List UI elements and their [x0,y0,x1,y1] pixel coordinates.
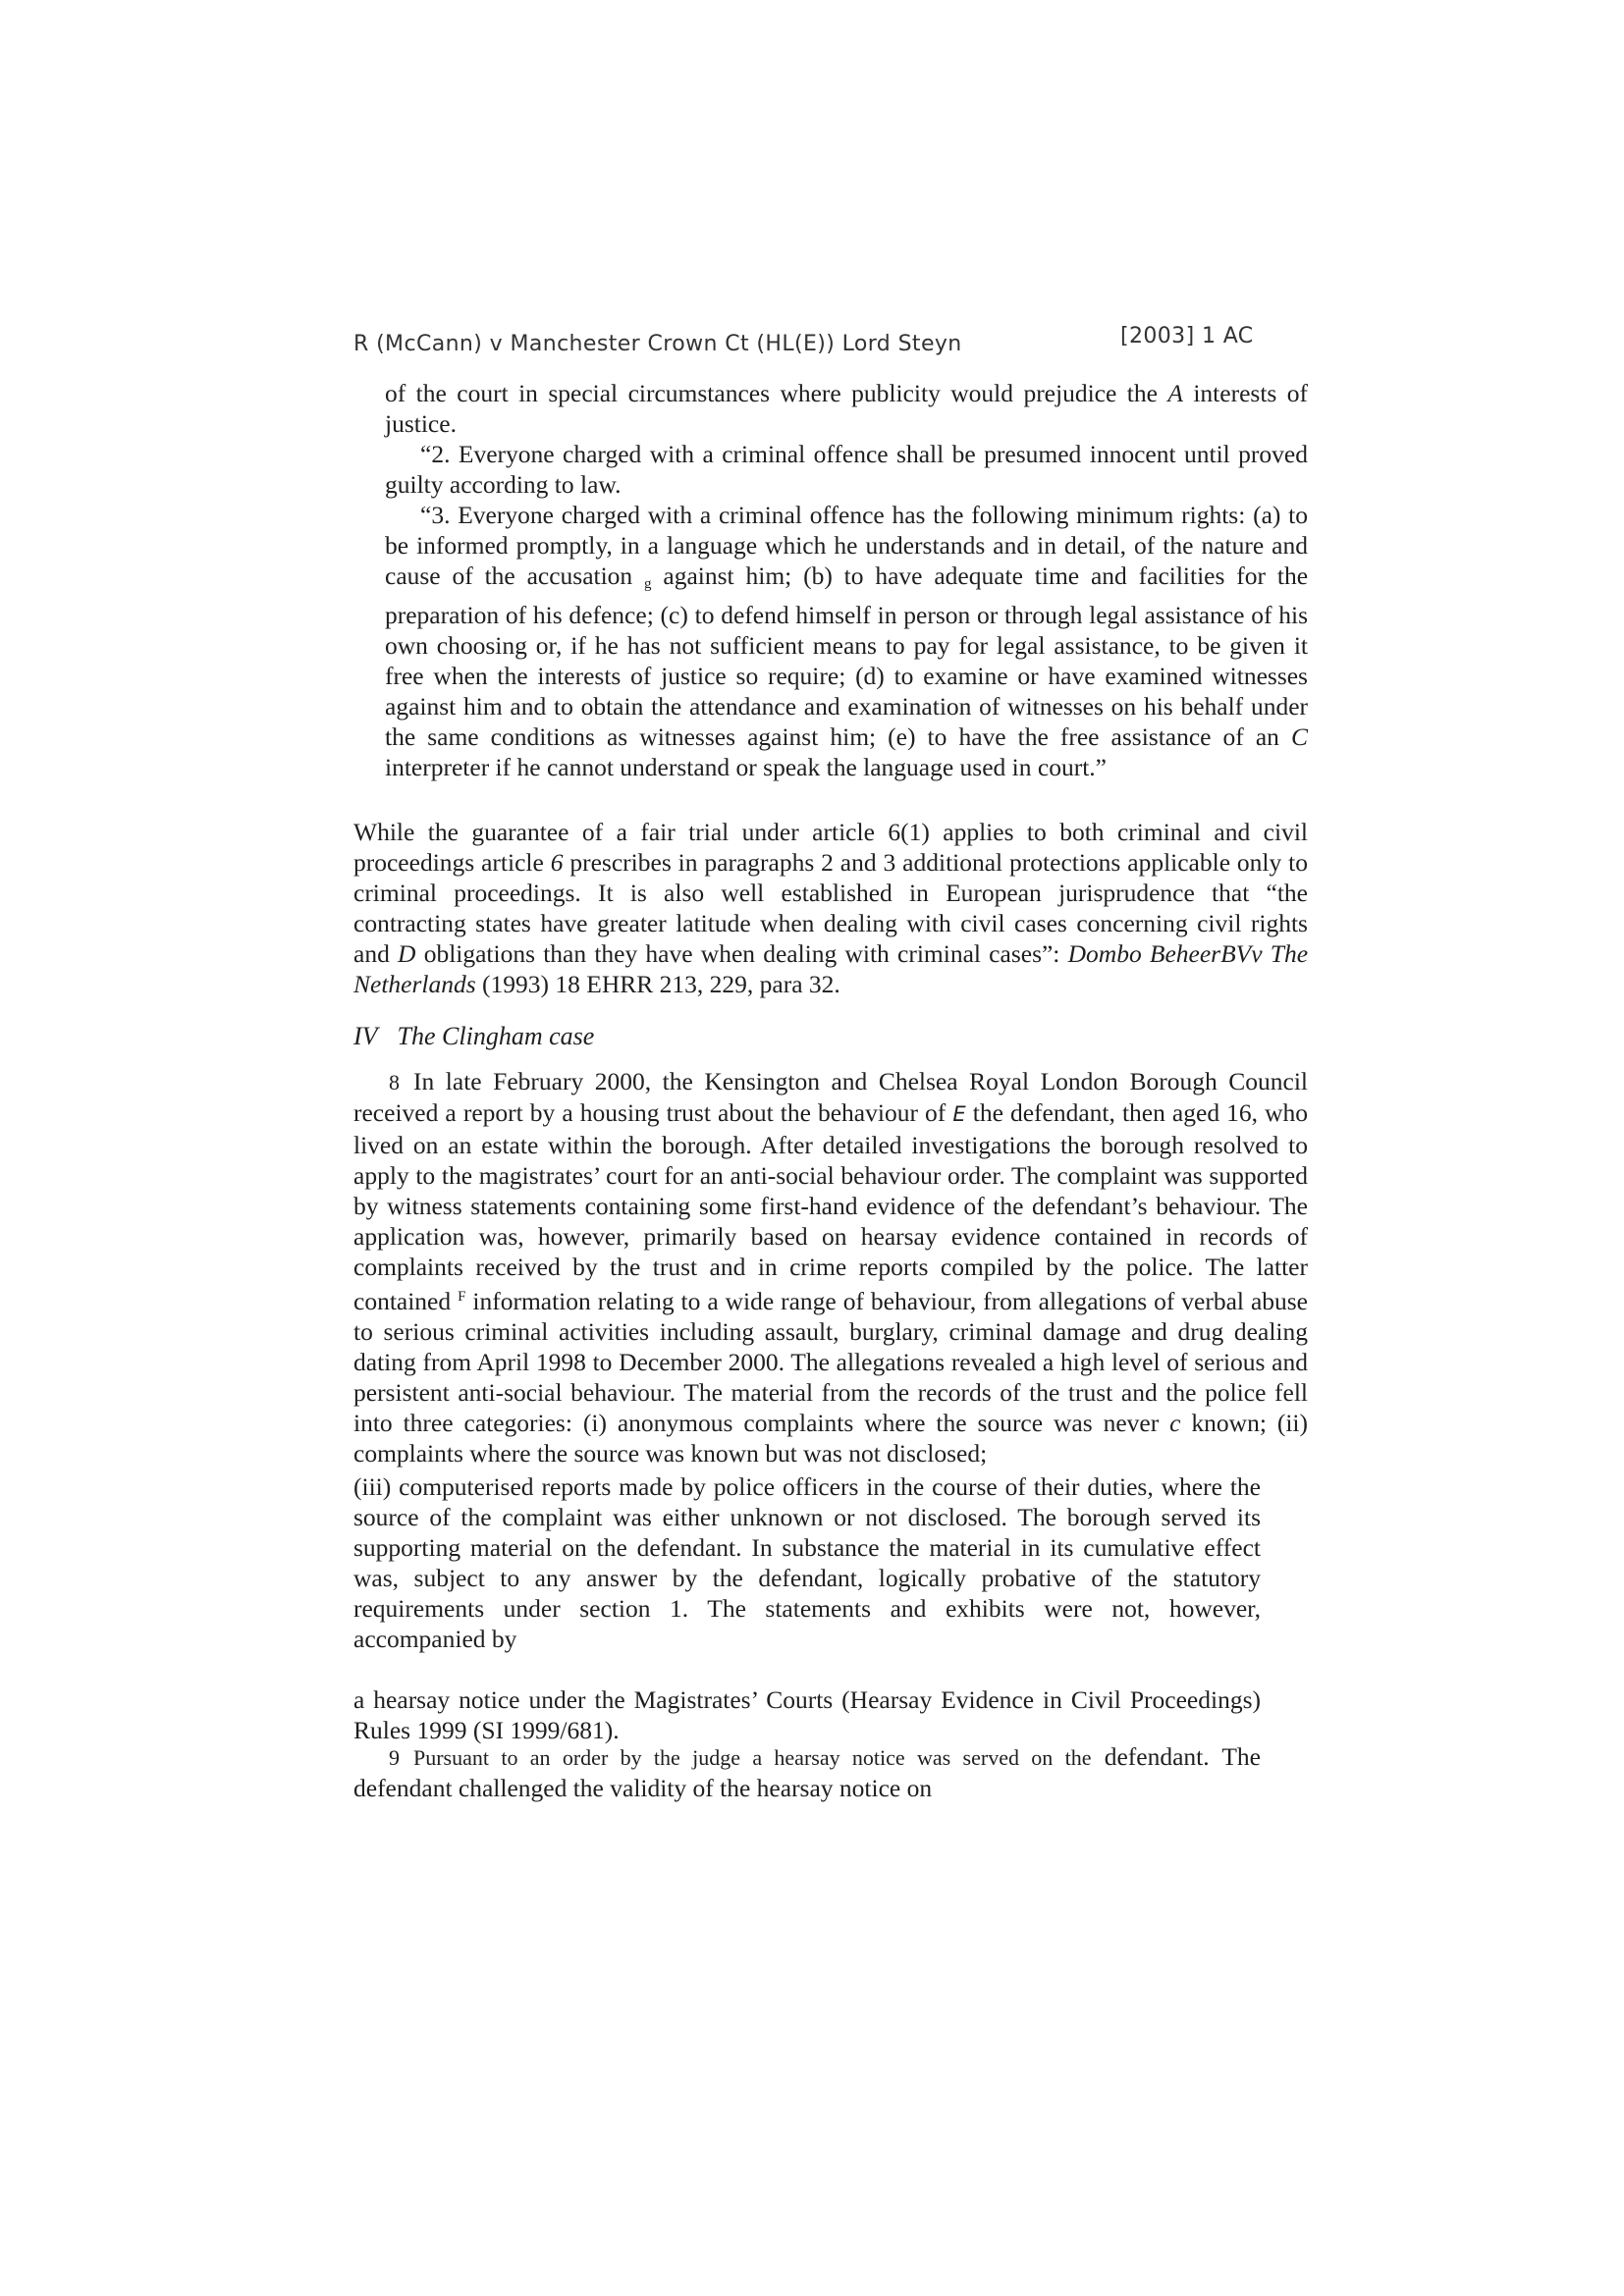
article-number: 6 [550,848,564,877]
paragraph-8: 8 In late February 2000, the Kensington and Chelsea Royal London Borough Council received a report by a housing trust about the behaviour of E the defendant, then aged 16, who lived on an estate within the borough. After detailed investigations the borough resolved to apply to the magistrates’ court for an anti-social behaviour order. The complaint was supported by witness statements containing some first-hand evidence of the defendant’s behaviour. The application was, however, primarily based on hearsay evidence contained in records of complaints received by the trust and in crime reports compiled by the police. The latter contained $^F$ information relating to a wide range of behaviour, from allegations of verbal abuse to serious criminal activities including assault, burglary, criminal damage and drug dealing dating from April 1998 to December 2000. The allegations revealed a high level of serious and persistent anti-social behaviour. The material from the records of the trust and the police fell into three categories: (i) anonymous complaints where the source was never c known; (ii) complaints where the source was known but was not disclosed; [353,1067,1309,1468]
section-heading [353,1022,594,1051]
paragraph-9: 9 Pursuant to an order by the judge a hearsay notice was served on the defendant. The defendant challenged the validity of the hearsay notice on [353,1742,1261,1802]
quote-paragraph-3: “3. Everyone charged with a criminal offence has the following minimum rights: (a) to be informed promptly, in a language which he understands and in detail, of the nature and cause of the accusation g against him; (b) to have adequate time and facilities for the preparation of his defence; (c) to defend himself in person or through legal assistance of his own choosing or, if he has not sufficient means to pay for legal assistance, to be given it free when the interests of justice so require; (d) to examine or have examined witnesses against him and to obtain the attendance and examination of witnesses on his behalf under the same conditions as witnesses against him; (e) to have the free assistance of an C interpreter if he cannot understand or speak the language used in court.” [385,501,1309,781]
paragraph-8-continued: (iii) computerised reports made by police officers in the course of their duties, where the source of the complaint was either unknown or not disclosed. The borough served its supporting material on the defendant. In substance the material in its cumulative effect was, subject to any answer by the defendant, logically probative of the statutory requirements under section 1. The statements and exhibits were not, however, accompanied by [353,1472,1261,1653]
paragraph-8-conclusion: a hearsay notice under the Magistrates’ Courts (Hearsay Evidence in Civil Proceedings) Rules 1999 (SI 1999/681). [353,1685,1261,1744]
running-head: R (McCann) v Manchester Crown Ct (HL(E)) Lord Steyn [353,332,962,356]
article-6-quotation [385,378,1308,782]
section-number: IV [353,1022,378,1050]
case-name: Dombo BeheerBVv The Netherlands [353,939,1309,998]
margin-letter-g: c [1169,1409,1181,1437]
margin-letter-f: F [458,1289,466,1305]
margin-letter-c: C [1291,722,1309,751]
section-title: The Clingham case [397,1022,595,1050]
margin-letter-d: D [398,939,416,968]
report-citation: [2003] 1 AC [1120,324,1254,348]
quote-paragraph-1: of the court in special circumstances where publicity would prejudice the A interests of justice. [385,379,1308,438]
paragraph-number: 9 [389,1745,400,1770]
body-paragraph-fair-trial: While the guarantee of a fair trial under article 6(1) applies to both criminal and civil proceedings article 6 prescribes in paragraphs 2 and 3 additional protections applicable only to criminal proceedings. It is also well established in European jurisprudence that “the contracting states have greater latitude when dealing with civil cases concerning civil rights and D obligations than they have when dealing with criminal cases”: Dombo BeheerBVv The Netherlands (1993) 18 EHRR 213, 229, para 32. [353,818,1309,998]
margin-letter-b: g [644,576,652,592]
paragraph-number: 8 [389,1070,400,1095]
margin-letter-a: A [1167,379,1183,407]
margin-letter-e: E [952,1102,966,1126]
quote-paragraph-2: “2. Everyone charged with a criminal offence shall be presumed innocent until proved guilty according to law. [385,440,1308,499]
